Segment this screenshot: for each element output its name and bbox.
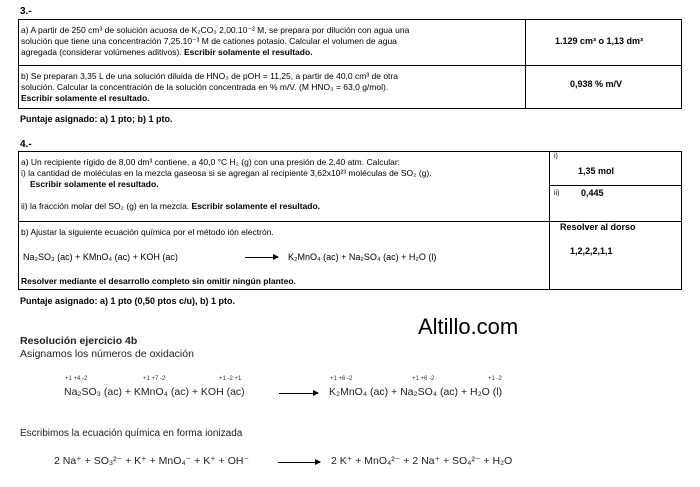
resolution-equation-right: K₂MnO₄ (ac) + Na₂SO₄ (ac) + H₂O (l) (329, 386, 503, 398)
ox-numbers-h2o: +1 -2 (488, 376, 502, 382)
ionic-arrow-icon (278, 462, 320, 463)
q4b-instruction: Resolver mediante el desarrollo completo sin omitir ningún planteo. (21, 276, 296, 286)
q3-title: 3.- (20, 6, 32, 17)
ox-numbers-k2mno4: +1 +6 -2 (330, 376, 353, 382)
q4a-text: a) Un recipiente rígido de 8,00 dm³ contiene, a 40,0 °C H₂ (g) con una presión de 2,40 atm. Calcular: i) la cantidad de moléculas en la mezcla gaseosa si se agregan al recipiente 3,62x10²³ moléculas de SO₂ (g). Escribir solamente el resultado. ii) la fracción molar del SO₂ (g) en la mezcla. Escribir solamente el resultado. (21, 157, 432, 211)
q3b-answer: 0,938 % m/V (570, 79, 623, 89)
q3-score: Puntaje asignado: a) 1 pto; b) 1 pto. (20, 114, 173, 124)
q4b-equation-right: K₂MnO₄ (ac) + Na₂SO₄ (ac) + H₂O (l) (288, 252, 437, 262)
q4-i-answer: 1,35 mol (578, 166, 615, 176)
q4-i-label: i) (554, 153, 558, 160)
resolution-title: Resolución ejercicio 4b (20, 335, 138, 347)
q4-ii-answer: 0,445 (581, 188, 604, 198)
q4-score: Puntaje asignado: a) 1 pto (0,50 ptos c/u), b) 1 pto. (20, 296, 236, 306)
ox-numbers-na2so3: +1 +4 -2 (65, 376, 88, 382)
q3-divider (525, 19, 526, 109)
q4b-answer-note: Resolver al dorso (560, 222, 636, 232)
ox-numbers-koh: +1 -2 +1 (219, 376, 242, 382)
ionic-equation-left: 2 Na⁺ + SO₃²⁻ + K⁺ + MnO₄⁻ + K⁺ + OH⁻ (54, 455, 250, 467)
q3a-text: a) A partir de 250 cm³ de solución acuosa de K₂CO₃ 2,00.10⁻² M, se prepara por dilución con agua una solución que tiene una concentración 7,25.10⁻³ M de cationes potasio. Calcular el volumen de agua agregada (considerar volúmenes aditivos). Escribir solamente el resultado. (21, 25, 410, 57)
ionic-title: Escribimos la ecuación química en forma ionizada (20, 428, 243, 439)
ionic-equation-right: 2 K⁺ + MnO₄²⁻ + 2 Na⁺ + SO₄²⁻ + H₂O (331, 455, 513, 467)
q3b-text: b) Se preparan 3,35 L de una solución diluida de HNO₃ de pOH = 11,25, a partir de 40,0 cm³ de otra solución. Calcular la concentración de la solución concentrada en % m/V. (M HNO₃ = 63,0 g/mol). Escribir solamente el resultado. (21, 71, 398, 103)
watermark-logo: Altillo.com (418, 314, 519, 339)
q4-answer-divider (549, 185, 682, 186)
q4b-text: b) Ajustar la siguiente ecuación química por el método ión electrón. (21, 227, 274, 237)
resolution-arrow-icon (279, 393, 318, 394)
q4b-answer: 1,2,2,2,1,1 (570, 246, 613, 256)
resolution-equation-left: Na₂SO₃ (ac) + KMnO₄ (ac) + KOH (ac) (64, 386, 245, 398)
resolution-subtitle: Asignamos los números de oxidación (20, 348, 194, 360)
q4-ii-label: ii) (554, 190, 560, 197)
q3a-answer: 1.129 cm³ o 1,13 dm³ (555, 36, 644, 46)
q3-row-divider (18, 65, 682, 66)
ox-numbers-na2so4: +1 +6 -2 (412, 376, 435, 382)
q4-title: 4.- (20, 139, 32, 150)
ox-numbers-kmno4: +1 +7 -2 (143, 376, 166, 382)
q4b-equation-left: Na₂SO₃ (ac) + KMnO₄ (ac) + KOH (ac) (23, 252, 178, 262)
q4b-arrow-icon (245, 257, 278, 258)
